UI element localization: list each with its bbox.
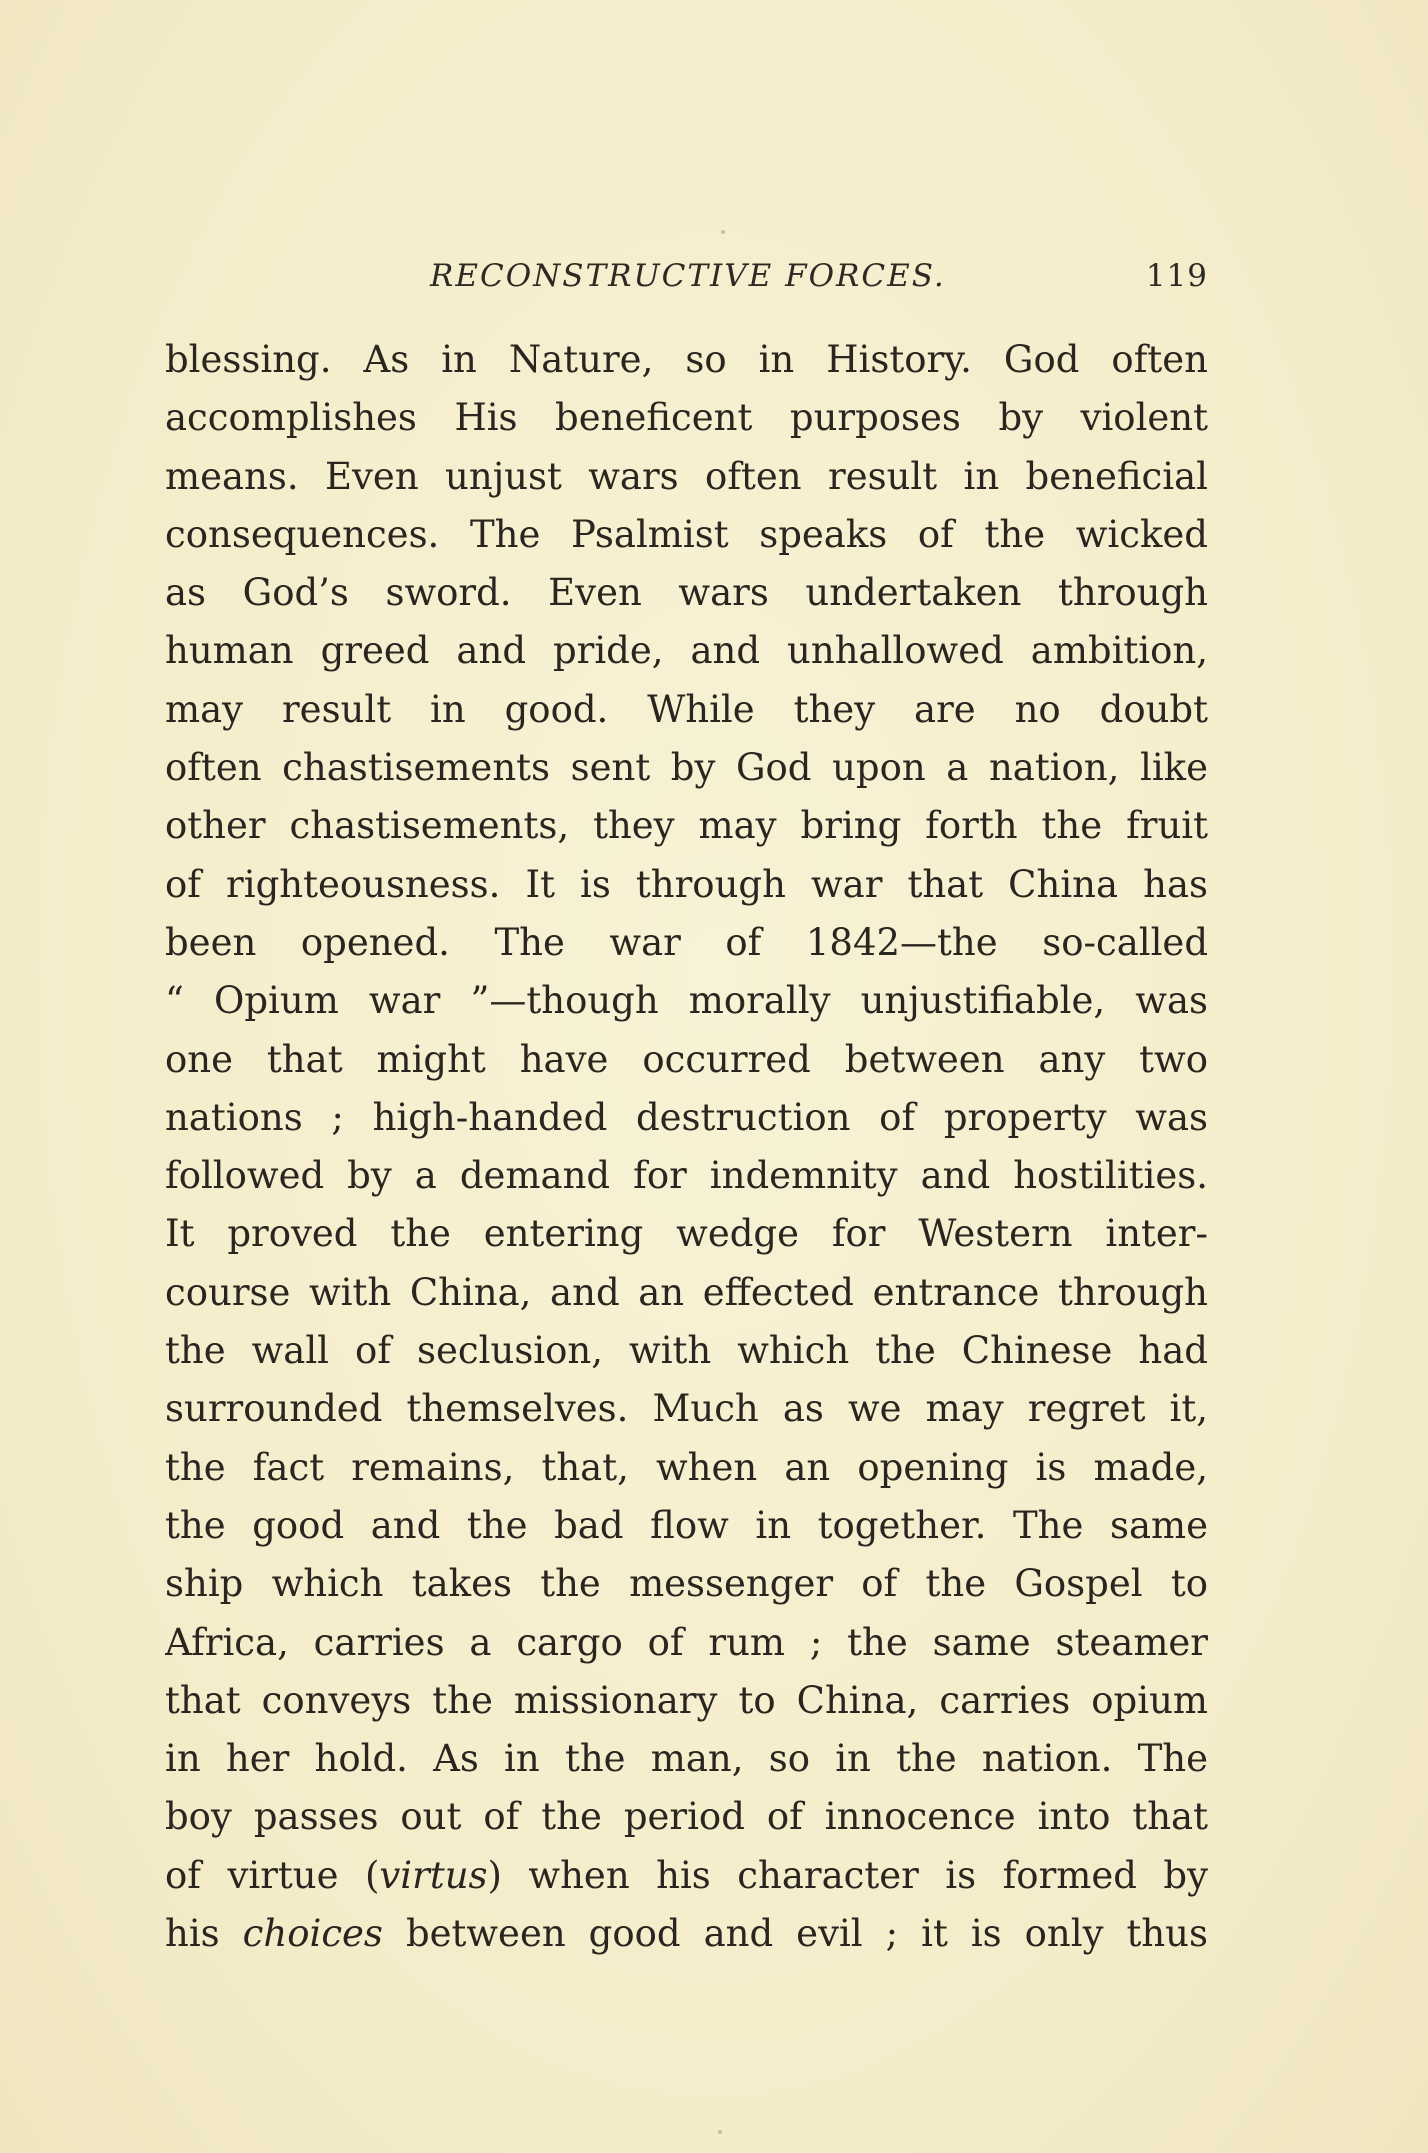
- text-line: the good and the bad flow in together. The same: [165, 1503, 1208, 1547]
- text-line: ship which takes the messenger of the Gospel to: [165, 1562, 1208, 1606]
- text-line: that conveys the missionary to China, carries opium: [165, 1678, 1208, 1722]
- text-line: boy passes out of the period of innocence into that: [165, 1795, 1208, 1839]
- page-header: [165, 258, 1208, 308]
- text-line: been opened. The war of 1842—the so-called: [165, 920, 1208, 964]
- paper-speck: [721, 230, 725, 234]
- text-line: course with China, and an effected entrance through: [165, 1270, 1208, 1314]
- text-line: [165, 1847, 1208, 1905]
- running-head: RECONSTRUCTIVE FORCES.: [430, 258, 946, 294]
- text-run: of virtue (: [165, 1853, 380, 1897]
- text-line: the fact remains, that, when an opening is made,: [165, 1445, 1208, 1489]
- text-line: [165, 1905, 1208, 1963]
- text-line: the wall of seclusion, with which the Chinese had: [165, 1329, 1208, 1373]
- text-line: surrounded themselves. Much as we may regret it,: [165, 1387, 1208, 1431]
- body-text: [165, 331, 1208, 1963]
- text-line: Africa, carries a cargo of rum ; the same steamer: [165, 1620, 1208, 1664]
- text-line: as God’s sword. Even wars undertaken through: [165, 571, 1208, 615]
- text-line: “ Opium war ”—though morally unjustifiable, was: [165, 979, 1208, 1023]
- italic-term-virtus: virtus: [379, 1853, 488, 1897]
- text-run: his: [165, 1912, 243, 1956]
- text-line: often chastisements sent by God upon a nation, like: [165, 746, 1208, 790]
- page-number: 119: [1145, 258, 1208, 294]
- text-line: accomplishes His beneficent purposes by violent: [165, 396, 1208, 440]
- text-line: blessing. As in Nature, so in History. God often: [165, 338, 1208, 381]
- text-line: other chastisements, they may bring forth the fruit: [165, 804, 1208, 848]
- text-run: ) when his character is formed by: [487, 1853, 1208, 1897]
- text-line: may result in good. While they are no doubt: [165, 687, 1208, 731]
- text-line: human greed and pride, and unhallowed ambition,: [165, 629, 1208, 673]
- paper-speck: [718, 2130, 722, 2134]
- text-line: It proved the entering wedge for Western inter-: [165, 1212, 1208, 1256]
- text-line: one that might have occurred between any two: [165, 1037, 1208, 1081]
- text-line: nations ; high-handed destruction of property was: [165, 1095, 1208, 1139]
- text-line: followed by a demand for indemnity and hostilities.: [165, 1154, 1208, 1198]
- text-line: consequences. The Psalmist speaks of the wicked: [165, 512, 1208, 556]
- italic-term-choices: choices: [242, 1912, 383, 1956]
- text-run: between good and evil ; it is only thus: [382, 1912, 1208, 1956]
- text-line: in her hold. As in the man, so in the nation. The: [165, 1737, 1208, 1781]
- text-line: means. Even unjust wars often result in beneficial: [165, 454, 1208, 498]
- text-line: of righteousness. It is through war that China has: [165, 862, 1208, 906]
